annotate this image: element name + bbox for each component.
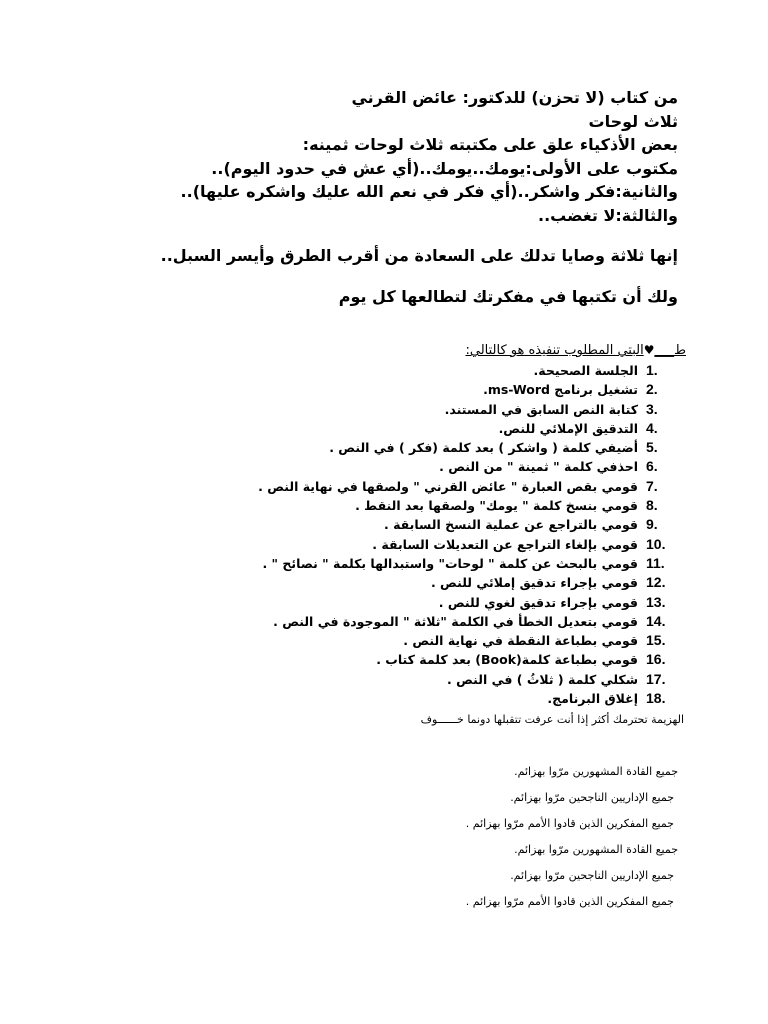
list-item <box>202 671 682 690</box>
heart-icon: ♥ <box>643 343 655 357</box>
step-text: قومي بطباعة كلمة(Book) بعد كلمة كتاب . <box>376 652 638 668</box>
list-item <box>202 651 682 670</box>
step-number: 1. <box>646 362 658 378</box>
list-item <box>202 420 682 439</box>
step-text: أضيفي كلمة ( واشكر ) بعد كلمة (فكر ) في النص . <box>329 440 638 456</box>
intro-block <box>58 86 678 227</box>
list-item <box>202 594 682 613</box>
step-text: قومي بالبحث عن كلمة " لوحات" واستبدالها بكلمة " نصائح " . <box>262 555 638 571</box>
list-item <box>202 439 682 458</box>
step-text: قومي بطباعة النقطة في نهاية النص . <box>403 633 638 649</box>
list-item <box>202 381 682 400</box>
intro-line-1: من كتاب (لا تحزن) للدكتور: عائض القرني <box>351 88 678 107</box>
steps-list <box>202 362 682 709</box>
step-number: 18. <box>646 690 666 707</box>
step-text: قومي بقص العبارة " عائض القرني " ولصقها في نهاية النص . <box>258 478 638 494</box>
step-text: كتابة النص السابق في المستند. <box>444 401 638 417</box>
step-number: 6. <box>646 458 658 475</box>
list-item <box>202 632 682 651</box>
step-number: 12. <box>646 574 666 591</box>
steps-title: ط___♥البتي المطلوب تنفيذه هو كالتالي: <box>465 343 686 358</box>
step-number: 16. <box>646 651 666 668</box>
step-number: 11. <box>646 554 665 571</box>
saying-item: جميع الإداريين الناجحين مرّوا بهزائم. <box>510 791 674 805</box>
saying-item: جميع القادة المشهورين مرّوا بهزائم. <box>514 765 678 778</box>
step-text: قومي بإجراء تدقيق لغوي للنص . <box>438 594 638 610</box>
intro-line-5: والثانية:فكر واشكر..(أي فكر في نعم الله عليك واشكره عليها).. <box>180 182 678 201</box>
list-item <box>202 362 682 381</box>
list-item <box>202 555 682 574</box>
intro-line-3: بعض الأذكياء علق على مكتبته ثلاث لوحات ثمينه: <box>302 135 678 154</box>
intro-line-6: والثالثة:لا تغضب.. <box>538 205 678 225</box>
step-text: قومي بتعديل الخطأ في الكلمة "ثلاثة " الموجودة في النص . <box>273 613 638 629</box>
step-number: 5. <box>646 439 658 456</box>
list-item <box>202 497 682 516</box>
list-item <box>202 516 682 535</box>
step-text: قومي بالتراجع عن عملية النسخ السابقة . <box>383 517 638 533</box>
steps-title-text: البتي المطلوب تنفيذه هو كالتالي: <box>465 343 644 358</box>
intro-line-2: ثلاث لوحات <box>588 111 678 131</box>
intro-line-4: مكتوب على الأولى:يومك..يومك..(أي عش في حدود اليوم).. <box>211 158 678 178</box>
step-text: قومي بنسخ كلمة " يومك" ولصقها بعد النقط . <box>355 498 638 514</box>
step-number: 14. <box>646 612 666 629</box>
step-number: 10. <box>646 535 666 552</box>
list-item <box>202 690 682 709</box>
list-item <box>202 401 682 420</box>
steps-title-prefix: ط <box>673 343 686 358</box>
step-number: 13. <box>646 593 666 610</box>
list-item <box>202 458 682 477</box>
list-item <box>202 536 682 555</box>
step-text: الجلسة الصحيحة. <box>533 363 638 378</box>
saying-item: جميع المفكرين الذين قادوا الأمم مرّوا بهزائم . <box>465 817 674 831</box>
step-number: 17. <box>646 670 666 687</box>
list-item <box>202 478 682 497</box>
closing-quote: الهزيمة تحترمك أكثر إذا أنت عرفت تتقبلها دونما خــــــوف <box>420 713 684 726</box>
step-number: 7. <box>646 477 658 494</box>
paragraph-advice: إنها ثلاثة وصايا تدلك على السعادة من أقرب الطرق وأيسر السبل.. <box>160 246 678 265</box>
saying-item: جميع المفكرين الذين قادوا الأمم مرّوا بهزائم . <box>465 895 674 909</box>
step-text: إغلاق البرنامج. <box>547 691 638 707</box>
step-text: التدقيق الإملائي للنص. <box>498 420 638 436</box>
step-text: شكلي كلمة ( ثلاثُ ) في النص . <box>447 671 638 687</box>
sayings-list <box>278 765 678 922</box>
step-number: 4. <box>646 419 658 436</box>
saying-item: جميع الإداريين الناجحين مرّوا بهزائم. <box>510 869 674 883</box>
step-text: احذفي كلمة " ثمينة " من النص . <box>439 459 638 475</box>
paragraph-notebook: ولك أن تكتبها في مفكرتك لتطالعها كل يوم <box>338 287 678 306</box>
list-item <box>202 613 682 632</box>
step-number: 3. <box>646 400 658 417</box>
saying-item: جميع القادة المشهورين مرّوا بهزائم. <box>514 843 678 857</box>
step-number: 8. <box>646 497 658 514</box>
step-number: 9. <box>646 516 658 533</box>
step-number: 2. <box>646 381 658 398</box>
list-item <box>202 574 682 593</box>
step-text: قومي بإلغاء التراجع عن التعديلات السابقة . <box>372 536 638 552</box>
step-text: تشغيل برنامج ms-Word. <box>483 382 638 398</box>
step-number: 15. <box>646 632 666 649</box>
step-text: قومي بإجراء تدقيق إملائي للنص . <box>430 575 638 591</box>
